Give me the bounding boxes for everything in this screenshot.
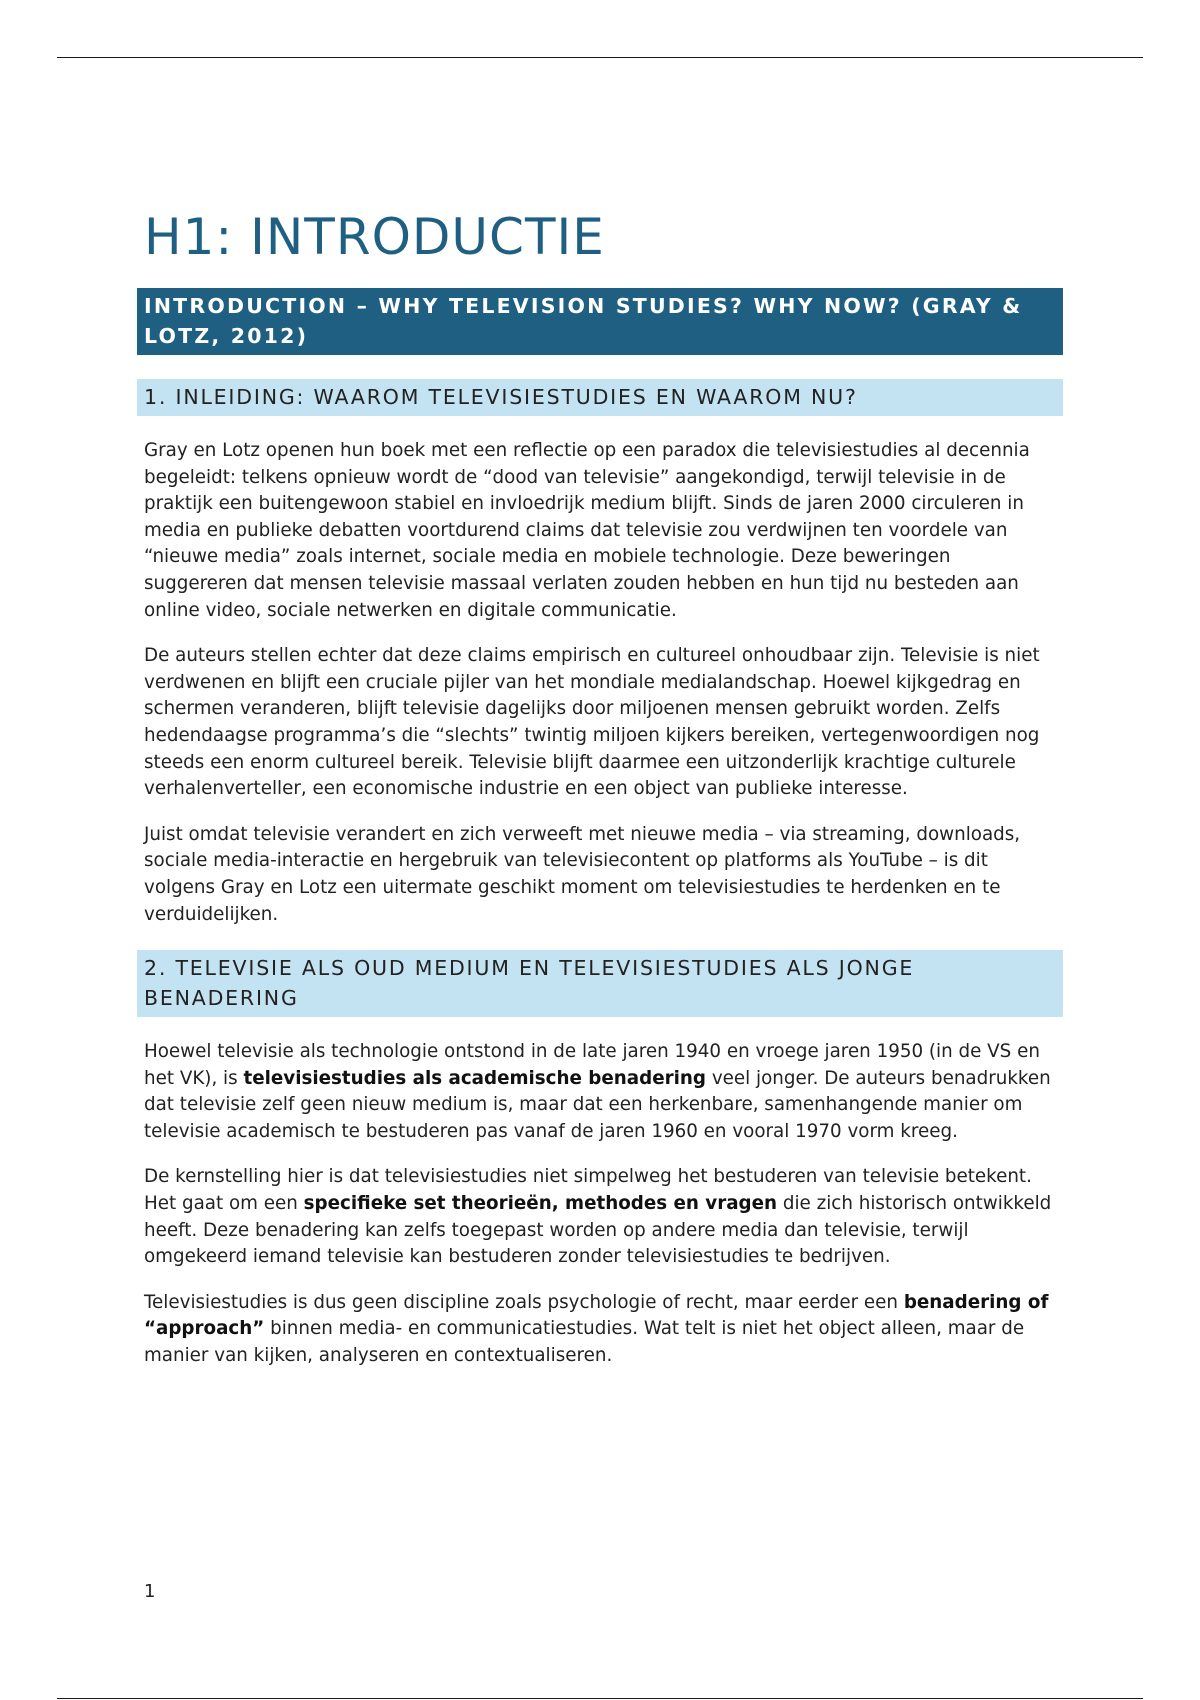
header-rule [57,57,1143,58]
section-2-title: 2. TELEVISIE ALS OUD MEDIUM EN TELEVISIESTUDIES ALS JONGE BENADERING [137,950,1063,1017]
source-banner: INTRODUCTION – WHY TELEVISION STUDIES? WHY NOW? (GRAY & LOTZ, 2012) [137,288,1063,355]
section-1-paragraph: Juist omdat televisie verandert en zich verweeft met nieuwe media – via streaming, downloads, sociale media-interactie en hergebruik van televisiecontent op platforms als YouTube – is dit volgens Gray en Lotz een uitermate geschikt moment om televisiestudies te herdenken en te verduidelijken. [144,823,1021,925]
emphasis-text: benadering of “approach” [144,1291,1049,1340]
section-1-paragraph: Gray en Lotz openen hun boek met een reflectie op een paradox die televisiestudies al decennia begeleidt: telkens opnieuw wordt de “dood van televisie” aangekondigd, terwijl televisie in de praktijk een buitengewoon stabiel en invloedrijk medium blijft. Sinds de jaren 2000 circuleren in media en publieke debatten voortdurend claims dat televisie zou verdwijnen ten voordele van “nieuwe media” zoals internet, sociale media en mobiele technologie. Deze beweringen suggereren dat mensen televisie massaal verlaten zouden hebben en hun tijd nu besteden aan online video, sociale netwerken en digitale communicatie. [144,440,1030,621]
section-1-title: 1. INLEIDING: WAAROM TELEVISIESTUDIES EN WAAROM NU? [137,379,1063,416]
paragraph-text: binnen media- en communicatiestudies. Wat telt is niet het object alleen, maar de manier van kijken, analyseren en contextualiseren. [144,1318,1025,1367]
page-content [137,210,1063,1370]
section-2-paragraph [137,1039,1063,1145]
paragraph-text: Hoewel televisie als technologie ontstond in de late jaren 1940 en vroege jaren 1950 (in de VS en het VK), is [144,1041,1040,1089]
paragraph-text: De kernstelling hier is dat televisiestudies niet simpelweg het bestuderen van televisie betekent. Het gaat om een [144,1166,1032,1215]
section-2-paragraph [137,1290,1063,1370]
paragraph-text: veel jonger. De auteurs benadrukken dat televisie zelf geen nieuw medium is, maar dat een herkenbare, samenhangende manier om televisie academisch te bestuderen pas vanaf de jaren 1960 en vooral 1970 vorm kreeg. [144,1067,1051,1142]
paragraph-text: Televisiestudies is dus geen discipline zoals psychologie of recht, maar eerder een [144,1291,904,1313]
paragraph-text: die zich historisch ontwikkeld heeft. Deze benadering kan zelfs toegepast worden op andere media dan televisie, terwijl omgekeerd iemand televisie kan bestuderen zonder televisiestudies te bedrijven. [144,1193,1052,1268]
section-1-paragraph: De auteurs stellen echter dat deze claims empirisch en cultureel onhoudbaar zijn. Televisie is niet verdwenen en blijft een cruciale pijler van het mondiale medialandschap. Hoewel kijkgedrag en schermen veranderen, blijft televisie dagelijks door miljoenen mensen gebruikt worden. Zelfs hedendaagse programma’s die “slechts” twintig miljoen kijkers bereiken, vertegenwoordigen nog steeds een enorm cultureel bereik. Televisie blijft daarmee een uitzonderlijk krachtige culturele verhalenverteller, een economische industrie en een object van publieke interesse. [144,645,1040,800]
page-number: 1 [144,1581,156,1602]
emphasis-text: televisiestudies als academische benadering [243,1067,707,1089]
footer-rule [57,1698,1143,1699]
emphasis-text: specifieke set theorieën, methodes en vragen [303,1193,778,1215]
section-2-paragraph [137,1164,1063,1270]
chapter-heading: H1: INTRODUCTIE [144,208,605,266]
